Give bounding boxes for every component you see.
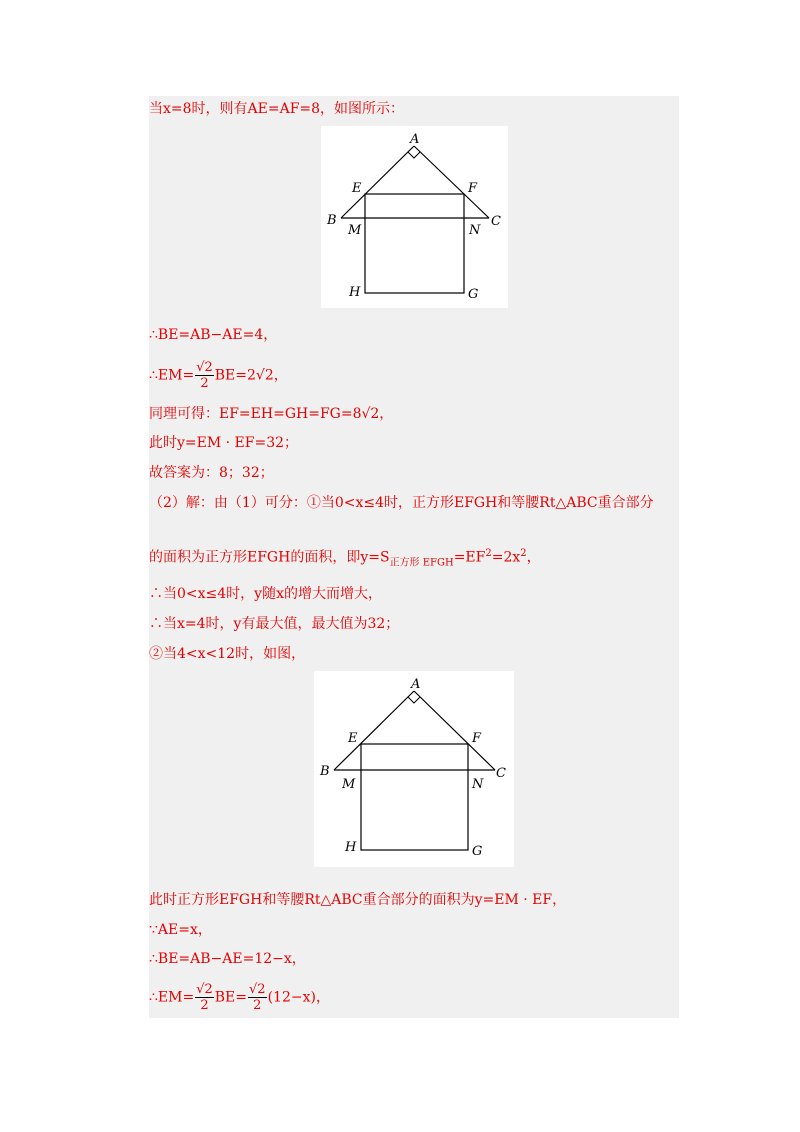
figure-2-svg: [314, 671, 514, 867]
line-ac: [414, 691, 495, 770]
label-h: H: [345, 840, 357, 855]
line-1: 当x=8时，则有AE=AF=8，如图所示：: [149, 101, 405, 117]
line-3: ∴EM= $\frac{√2}{2}$ BE=2√2，: [149, 360, 288, 391]
label-f: F: [472, 731, 482, 746]
label-c: C: [496, 766, 506, 781]
line-8: 的面积为正方形EFGH的面积，即$y=S_{正方形 EFGH}=EF^2=2x^2$，: [149, 548, 541, 569]
label-f: F: [468, 181, 478, 196]
line-ab: [334, 691, 414, 770]
right-angle-mark: [408, 697, 420, 703]
label-c: C: [491, 214, 501, 229]
square-efgh: [361, 744, 468, 850]
label-h: H: [349, 285, 361, 300]
label-m: M: [342, 777, 356, 792]
fraction-sqrt2-over-2: $\frac{√2}{2}$: [196, 982, 213, 1013]
figure-2: [314, 671, 514, 867]
figure-1: [321, 126, 508, 308]
line-6: 故答案为：8；32；: [149, 465, 274, 481]
label-a: A: [410, 132, 420, 147]
label-m: M: [348, 223, 362, 238]
line-15: ∴EM= $\frac{√2}{2}$ BE= $\frac{√2}{2}$ (12−x)，: [149, 982, 330, 1013]
line-2: ∴BE=AB−AE=4，: [149, 327, 278, 343]
line-5: 此时y=EM · EF=32；: [149, 435, 299, 451]
line-14: ∴BE=AB−AE=12−x，: [149, 951, 306, 967]
label-b: B: [320, 764, 330, 779]
line-4: 同理可得：EF=EH=GH=FG=8√2，: [149, 406, 394, 422]
line-11: ②当4<x<12时，如图，: [149, 646, 306, 662]
label-e: E: [352, 181, 362, 196]
line-9: ∴当0<x≤4时，y随x的增大而增大，: [149, 586, 382, 602]
line-12: 此时正方形EFGH和等腰Rt△ABC重合部分的面积为y=EM · EF，: [149, 892, 567, 908]
label-g: G: [468, 287, 479, 302]
label-b: B: [327, 213, 337, 228]
label-e: E: [348, 731, 358, 746]
line-10: ∴当x=4时，y有最大值，最大值为32；: [149, 616, 400, 632]
label-n: N: [472, 777, 484, 792]
fraction-sqrt2-over-2: $\frac{√2}{2}$: [196, 360, 213, 391]
line-ac: [414, 146, 489, 218]
square-efgh: [365, 194, 464, 293]
fraction-sqrt2-over-2-b: $\frac{√2}{2}$: [249, 982, 266, 1013]
line-13: ∵AE=x，: [149, 922, 212, 938]
figure-1-svg: [321, 126, 508, 308]
line-7: （2）解：由（1）可分：①当0<x≤4时，正方形EFGH和等腰Rt△ABC重合部分: [149, 495, 654, 511]
label-n: N: [469, 223, 481, 238]
label-g: G: [472, 844, 483, 859]
label-a: A: [411, 677, 421, 692]
right-angle-mark: [408, 152, 420, 158]
